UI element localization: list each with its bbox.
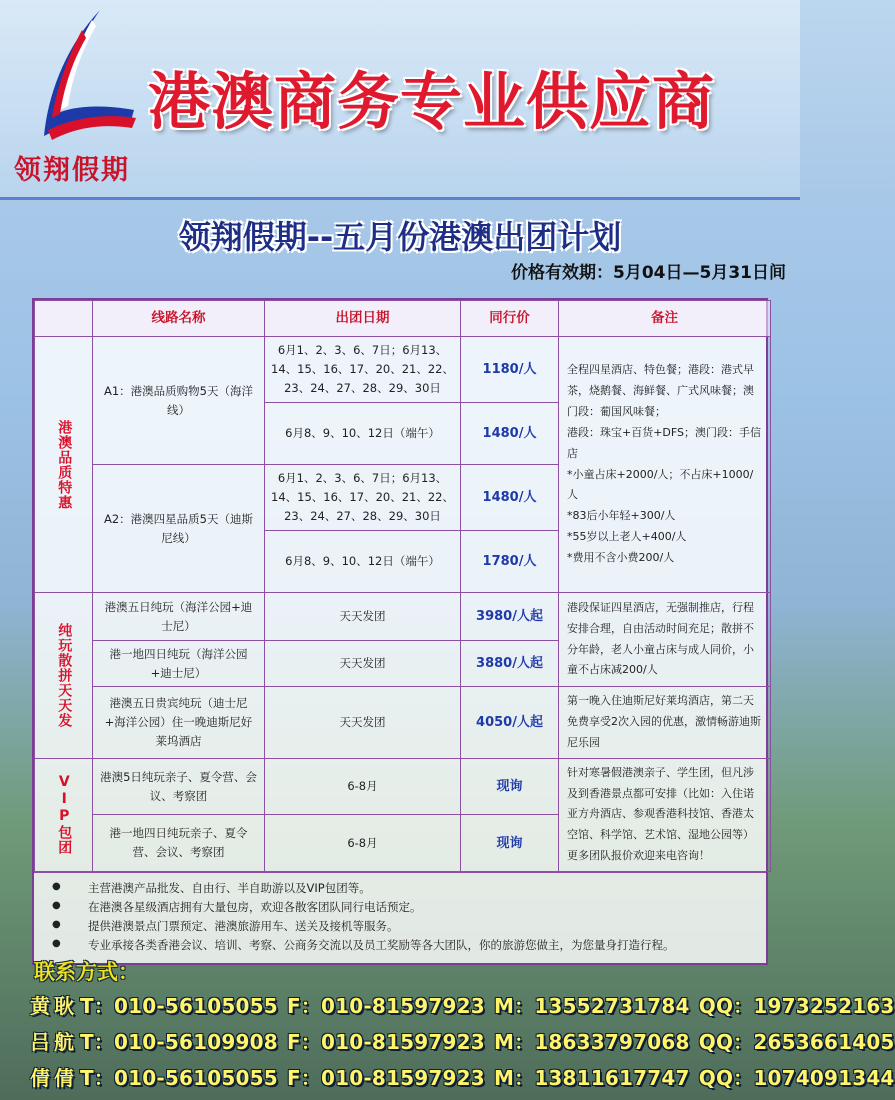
note: 第一晚入住迪斯尼好莱坞酒店，第二天免费享受2次入园的优惠，激情畅游迪斯尼乐园 — [559, 687, 771, 759]
header-blank — [35, 301, 93, 337]
header-route: 线路名称 — [93, 301, 265, 337]
contact-name: 吕航 — [30, 1030, 78, 1054]
contact-qq: QQ：1973252163 — [698, 994, 895, 1018]
main-title: 港澳商务专业供应商 — [148, 65, 716, 138]
route-name: 港澳5日纯玩亲子、夏令营、会议、考察团 — [93, 758, 265, 815]
table-row — [35, 337, 771, 403]
brand-name: 领翔假期 — [14, 155, 130, 186]
departure-date: 6月1、2、3、6、7日；6月13、14、15、16、17、20、21、22、23、24、27、28、29、30日 — [265, 465, 461, 531]
contact-phone: T：010-56105055 — [80, 994, 278, 1018]
table-header-row — [35, 301, 771, 337]
price: 1780/人 — [461, 531, 559, 593]
contact-fax: F：010-81597923 — [287, 994, 485, 1018]
route-name: A1：港澳品质购物5天（海洋线） — [93, 337, 265, 465]
departure-date: 6月8、9、10、12日（端午） — [265, 403, 461, 465]
note: 港段保证四星酒店，无强制推店，行程安排合理，自由活动时间充足；散拼不分年龄，老人小童占床与成人同价，小童不占床减200/人 — [559, 593, 771, 687]
departure-date: 天天发团 — [265, 687, 461, 759]
departure-date: 天天发团 — [265, 593, 461, 641]
table-row — [35, 687, 771, 759]
note: 全程四星酒店、特色餐；港段：港式早茶，烧鹅餐、海鲜餐、广式风味餐；澳门段：葡国风味餐； 港段：珠宝+百货+DFS；澳门段：手信店 *小童占床+2000/人；不占床+1000/人 *83后小年轻+300/人 *55岁以上老人+400/人 *费用不含小费200/人 — [559, 337, 771, 593]
list-item: ● 提供港澳景点门票预定、港澳旅游用车、送关及接机等服务。 — [52, 917, 756, 936]
group-label: 港澳品质特惠 — [35, 337, 93, 593]
price: 4050/人起 — [461, 687, 559, 759]
departure-date: 6月8、9、10、12日（端午） — [265, 531, 461, 593]
list-item: ● 在港澳各星级酒店拥有大量包房，欢迎各散客团队同行电话预定。 — [52, 898, 756, 917]
departure-date: 天天发团 — [265, 641, 461, 687]
price: 现询 — [461, 758, 559, 815]
route-name: 港澳五日贵宾纯玩（迪士尼+海洋公园）住一晚迪斯尼好莱坞酒店 — [93, 687, 265, 759]
route-name: 港澳五日纯玩（海洋公园+迪士尼） — [93, 593, 265, 641]
contact-line — [30, 1062, 895, 1091]
departure-date: 6月1、2、3、6、7日；6月13、14、15、16、17、20、21、22、23、24、27、28、29、30日 — [265, 337, 461, 403]
contact-qq: QQ：2653661405 — [698, 1030, 895, 1054]
header-price: 同行价 — [461, 301, 559, 337]
contact-mobile: M：18633797068 — [494, 1030, 690, 1054]
departure-date: 6-8月 — [265, 758, 461, 815]
price: 3980/人起 — [461, 593, 559, 641]
validity-period: 价格有效期：5月04日—5月31日间 — [511, 263, 786, 283]
ling-xiang-logo-icon — [22, 6, 142, 146]
header-banner — [0, 0, 800, 200]
header-note: 备注 — [559, 301, 771, 337]
contact-fax: F：010-81597923 — [287, 1066, 485, 1090]
contact-qq: QQ：1074091344 — [698, 1066, 895, 1090]
price: 1180/人 — [461, 337, 559, 403]
route-name: 港一地四日纯玩（海洋公园+迪士尼） — [93, 641, 265, 687]
service-list — [34, 872, 766, 963]
contact-name: 倩倩 — [30, 1066, 78, 1090]
price: 现询 — [461, 815, 559, 872]
list-item: ● 专业承接各类香港会议、培训、考察、公商务交流以及员工奖励等各大团队，你的旅游您做主，为您量身打造行程。 — [52, 936, 756, 955]
contact-phone: T：010-56105055 — [80, 1066, 278, 1090]
departure-date: 6-8月 — [265, 815, 461, 872]
route-name: A2：港澳四星品质5天（迪斯尼线） — [93, 465, 265, 593]
header-date: 出团日期 — [265, 301, 461, 337]
contact-fax: F：010-81597923 — [287, 1030, 485, 1054]
table-row — [35, 758, 771, 815]
list-item: ● 主营港澳产品批发、自由行、半自助游以及VIP包团等。 — [52, 879, 756, 898]
route-name: 港一地四日纯玩亲子、夏令营、会议、考察团 — [93, 815, 265, 872]
tour-table — [32, 298, 768, 965]
plan-title: 领翔假期--五月份港澳出团计划 — [178, 218, 622, 256]
group-label: VIP包团 — [35, 758, 93, 871]
price: 1480/人 — [461, 403, 559, 465]
note: 针对寒暑假港澳亲子、学生团，但凡涉及到香港景点都可安排（比如：入住诺亚方舟酒店、参观香港科技馆、香港太空馆、科学馆、艺术馆、湿地公园等）更多团队报价欢迎来电咨询！ — [559, 758, 771, 871]
price: 1480/人 — [461, 465, 559, 531]
price: 3880/人起 — [461, 641, 559, 687]
contact-phone: T：010-56109908 — [80, 1030, 278, 1054]
contact-line — [30, 1026, 895, 1055]
contact-mobile: M：13552731784 — [494, 994, 690, 1018]
table-row — [35, 593, 771, 641]
contact-line — [30, 990, 895, 1019]
group-label: 纯玩散拼天天发 — [35, 593, 93, 759]
contact-name: 黄耿 — [30, 994, 78, 1018]
contact-mobile: M：13811617747 — [494, 1066, 690, 1090]
contact-title: 联系方式： — [34, 960, 139, 984]
